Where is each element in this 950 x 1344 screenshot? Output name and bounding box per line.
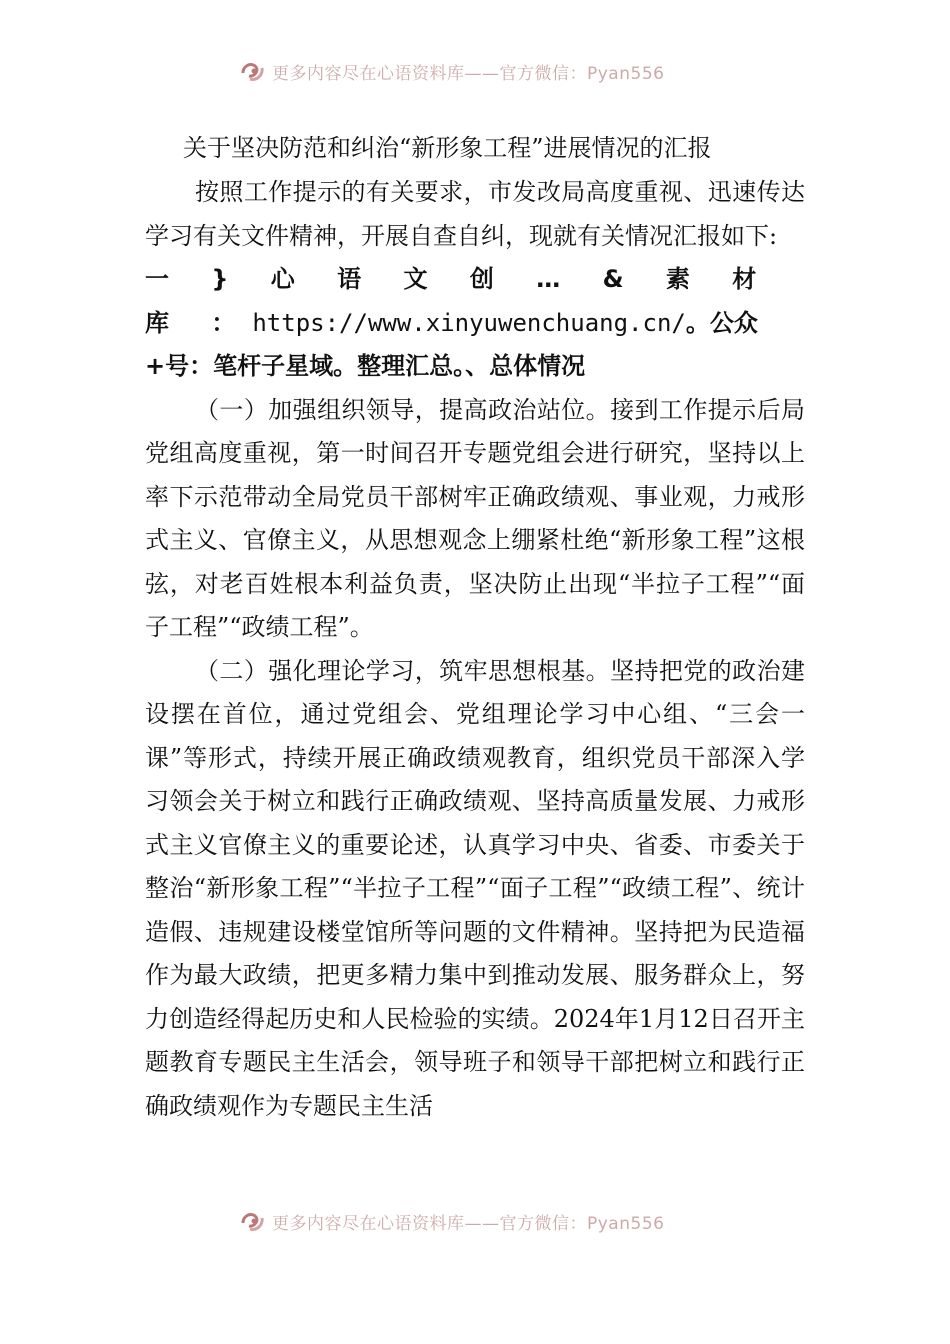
watermark-bottom bbox=[240, 1208, 760, 1234]
heading-suffix: 。公众+号：笔杆子星域。整理汇总。、总体情况 bbox=[145, 308, 758, 380]
watermark-top bbox=[240, 58, 760, 84]
watermark-text: 更多内容尽在心语资料库——官方微信：Pyan556 bbox=[272, 1213, 665, 1234]
intro-paragraph: 按照工作提示的有关要求，市发改局高度重视、迅速传达学习有关文件精神，开展自查自纠，现就有关情况汇报如下: bbox=[145, 178, 805, 250]
document-title: 关于坚决防范和纠治“新形象工程”进展情况的汇报 bbox=[183, 134, 712, 162]
document-body bbox=[145, 171, 805, 1128]
logo-icon bbox=[240, 59, 266, 83]
paragraph-2: （二）强化理论学习，筑牢思想根基。坚持把党的政治建设摆在首位，通过党组会、党组理论学习中心组、“三会一课”等形式，持续开展正确政绩观教育，组织党员干部深入学习领会关于树立和践行正确政绩观、坚持高质量发展、力戒形式主义官僚主义的重要论述，认真学习中央、省委、市委关于整治“新形象工程”“半拉子工程”“面子工程”“政绩工程”、统计造假、违规建设楼堂馆所等问题的文件精神。坚持把为民造福作为最大政绩，把更多精力集中到推动发展、服务群众上，努力创造经得起历史和人民检验的实绩。2024年1月12日召开主题教育专题民主生活会，领导班子和领导干部把树立和践行正确政绩观作为专题民主生活 bbox=[145, 656, 805, 1120]
paragraph-1: （一）加强组织领导，提高政治站位。接到工作提示后局党组高度重视，第一时间召开专题党组会进行研究，坚持以上率下示范带动全局党员干部树牢正确政绩观、事业观，力戒形式主义、官僚主义，从思想观念上绷紧杜绝“新形象工程”这根弦，对老百姓根本利益负责，坚决防止出现“半拉子工程”“面子工程”“政绩工程”。 bbox=[145, 395, 805, 641]
watermark-text: 更多内容尽在心语资料库——官方微信：Pyan556 bbox=[272, 63, 665, 84]
section-heading bbox=[145, 258, 805, 389]
logo-icon bbox=[240, 1209, 266, 1233]
heading-url: https://www.xinyuwenchuang.cn/ bbox=[252, 308, 686, 337]
heading-prefix: 一 } 心 语 文 创 … & 素 材 库 ： bbox=[145, 265, 774, 337]
